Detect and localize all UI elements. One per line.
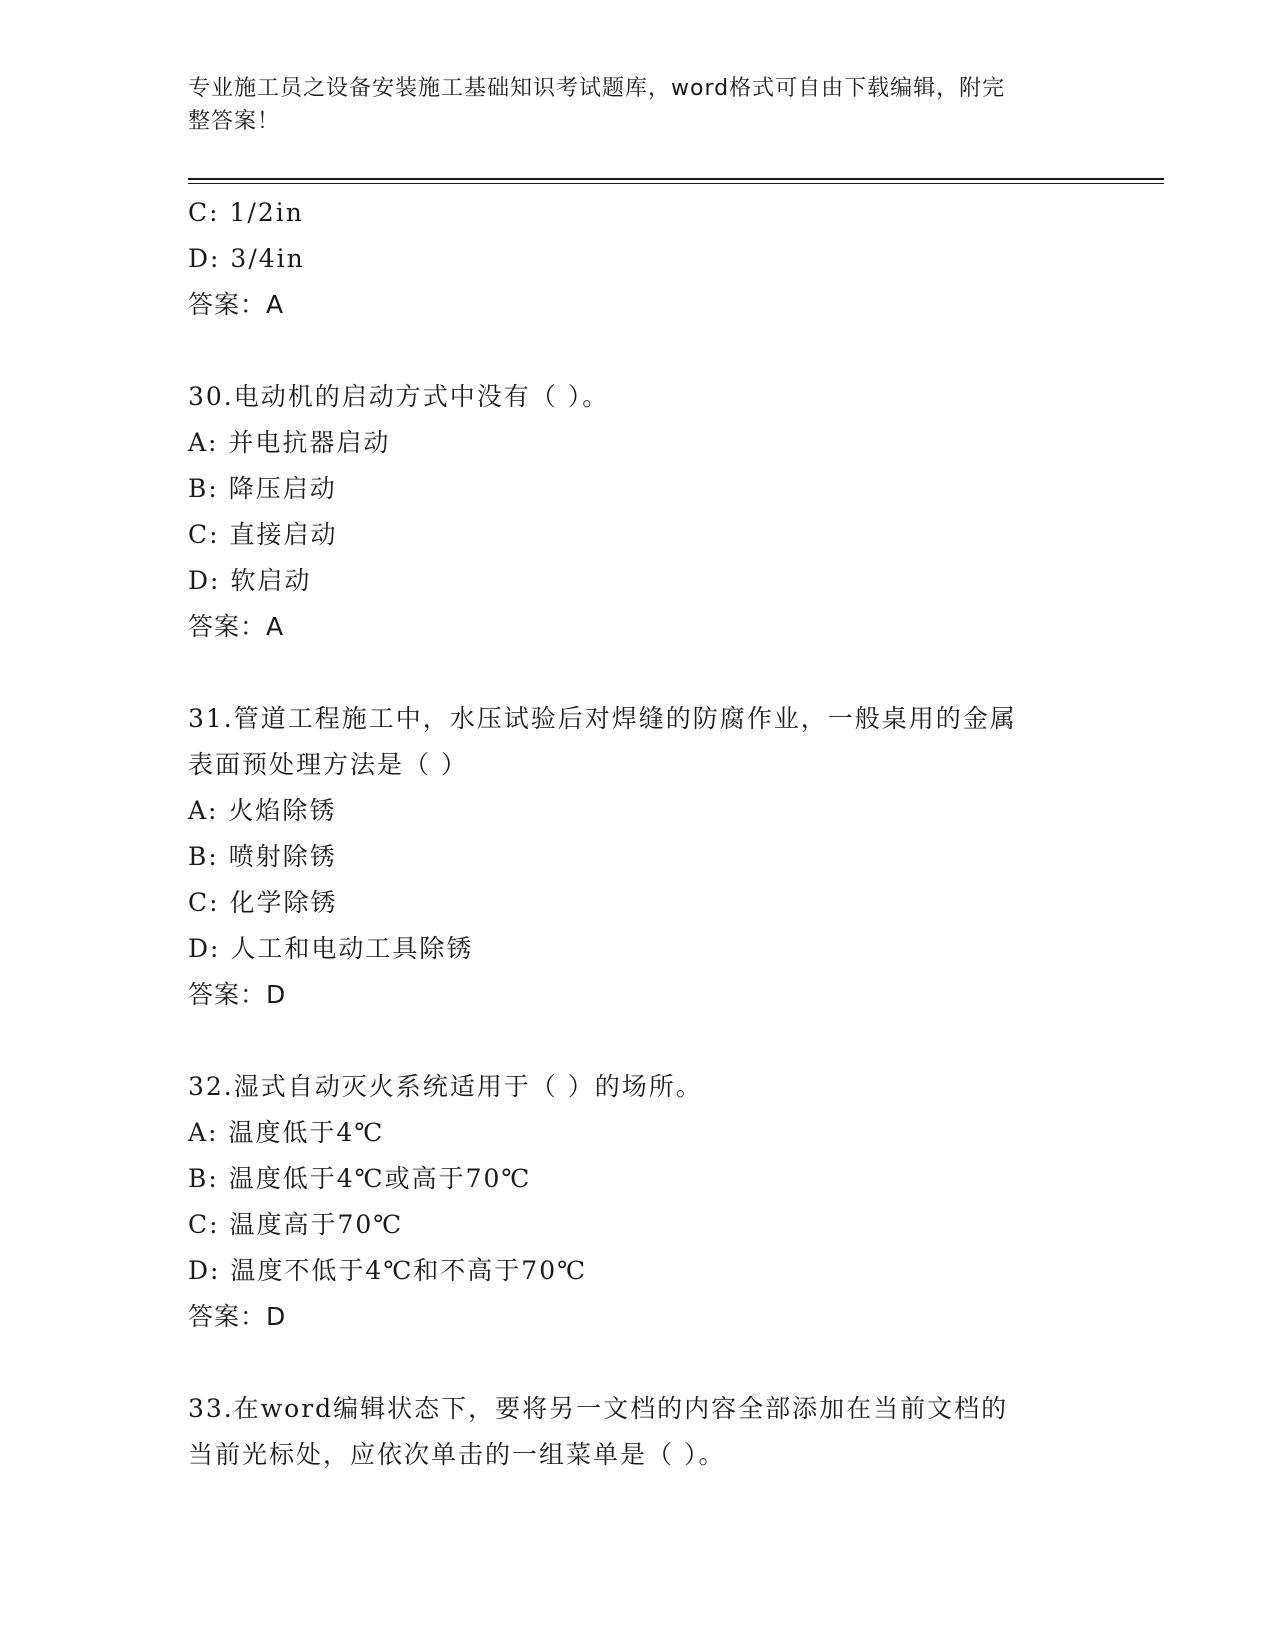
header-line-1: 专业施工员之设备安装施工基础知识考试题库，word格式可自由下载编辑，附完 [188,76,1006,101]
option-a: A: 温度低于4℃ [188,1118,385,1147]
question-text: 31.管道工程施工中，水压试验后对焊缝的防腐作业，一般桌用的金属 [188,704,1017,733]
document-body [188,190,1088,1478]
option-b: B: 温度低于4℃或高于70℃ [188,1164,532,1193]
option-a: A: 火焰除锈 [188,796,337,825]
question-text: 32.湿式自动灭火系统适用于（ ）的场所。 [188,1072,703,1101]
question-text: 30.电动机的启动方式中没有（ ）。 [188,382,610,411]
option-c: C: 温度高于70℃ [188,1210,404,1239]
spacer [188,1018,1088,1064]
spacer [188,650,1088,696]
option-c: C: 1/2in [188,198,304,227]
question-text-continued: 表面预处理方法是（ ） [188,750,468,779]
option-d: D: 3/4in [188,244,305,273]
option-c: C: 化学除锈 [188,888,338,917]
option-c: C: 直接启动 [188,520,338,549]
option-d: D: 软启动 [188,566,312,595]
answer-line: 答案：D [188,980,287,1009]
question-30 [188,374,1088,650]
header-divider-thin [188,183,1164,184]
question-31 [188,696,1088,1018]
option-b: B: 降压启动 [188,474,337,503]
question-33 [188,1386,1088,1478]
option-d: D: 人工和电动工具除锈 [188,934,474,963]
question-text: 33.在word编辑状态下，要将另一文档的内容全部添加在当前文档的 [188,1394,1009,1423]
answer-line: 答案：A [188,290,285,319]
spacer [188,1340,1088,1386]
option-a: A: 并电抗器启动 [188,428,391,457]
header-divider-thick [188,178,1164,180]
spacer [188,328,1088,374]
option-b: B: 喷射除锈 [188,842,337,871]
document-header [188,72,1068,138]
answer-line: 答案：A [188,612,285,641]
answer-line: 答案：D [188,1302,287,1331]
option-d: D: 温度不低于4℃和不高于70℃ [188,1256,588,1285]
question-32 [188,1064,1088,1340]
header-line-2: 整答案！ [188,109,281,134]
carryover-question [188,190,1088,328]
question-text-continued: 当前光标处，应依次单击的一组菜单是（ ）。 [188,1440,726,1469]
